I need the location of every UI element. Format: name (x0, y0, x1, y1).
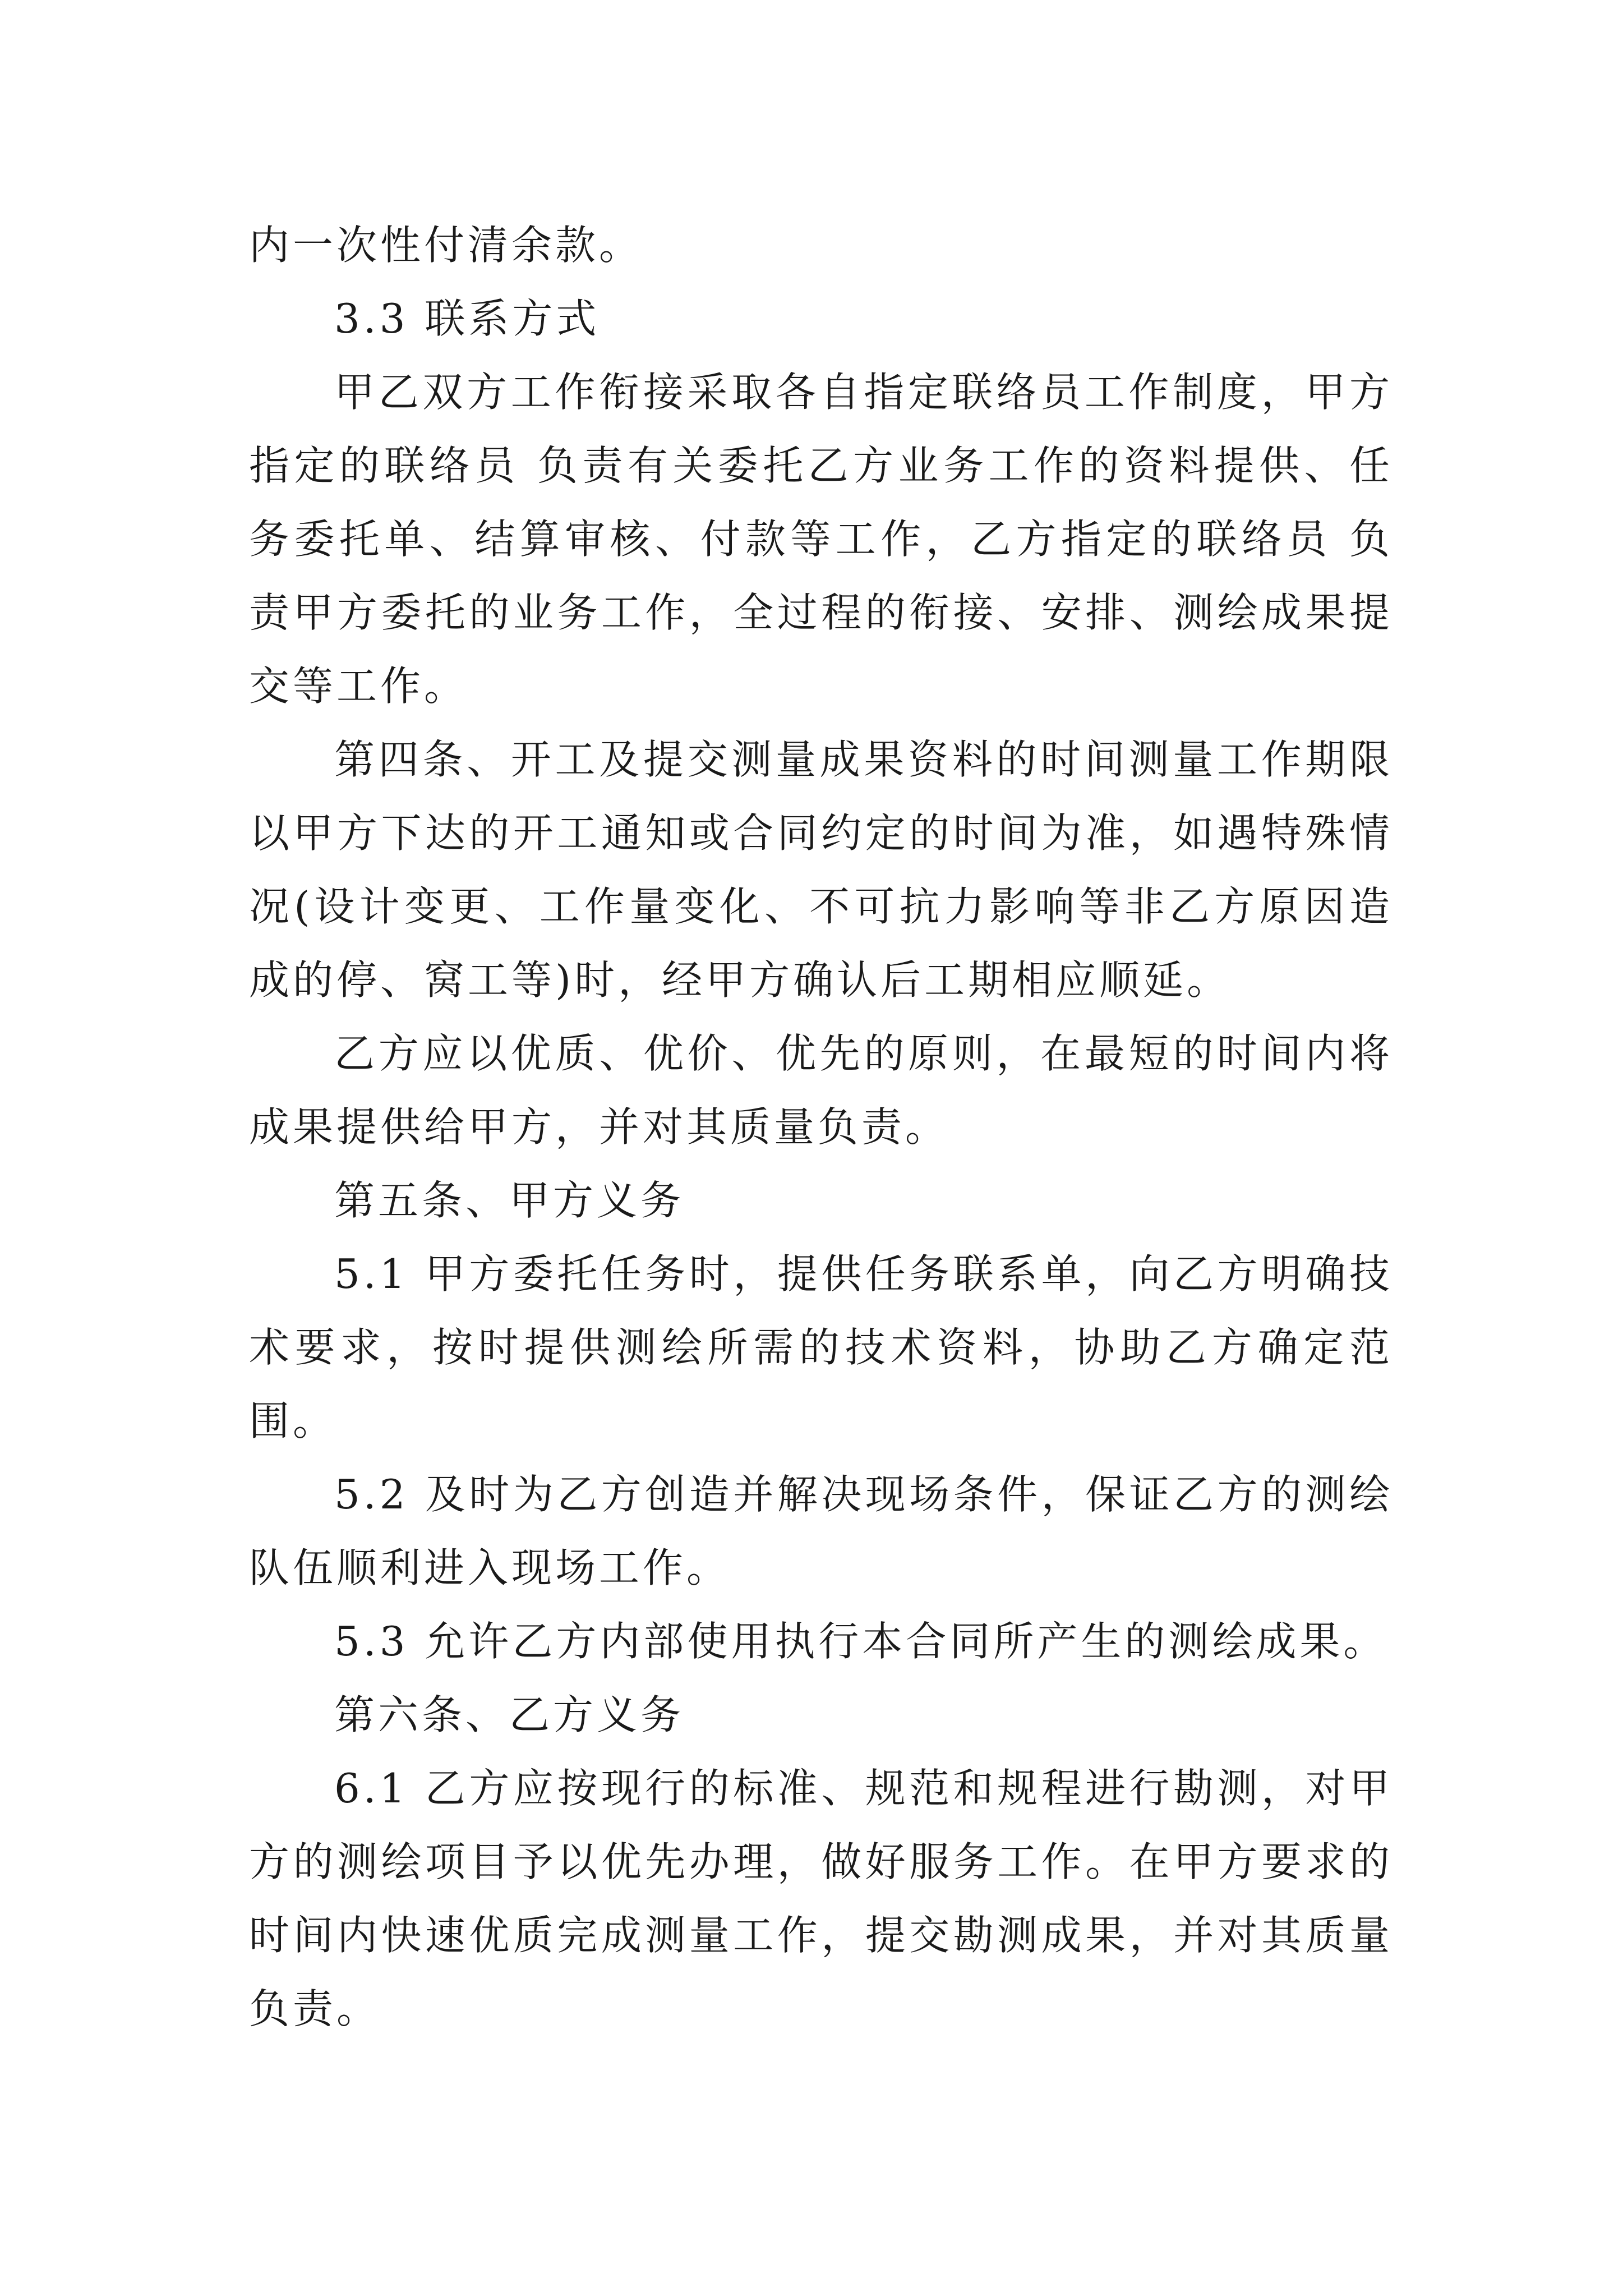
paragraph-article-5-heading: 第五条、甲方义务 (334, 1177, 685, 1224)
paragraph-article-6-heading: 第六条、乙方义务 (334, 1691, 685, 1738)
paragraph-clause-5-3: 5.3 允许乙方内部使用执行本合同所产生的测绘成果。 (334, 1618, 1387, 1665)
paragraph-clause-6-1: 6.1 乙方应按现行的标准、规范和规程进行勘测，对甲方的测绘项目予以优先办理，做好服务工作。在甲方要求的时间内快速优质完成测量工作，提交勘测成果，并对其质量负责。 (249, 1765, 1393, 2032)
paragraph-clause-5-2: 5.2 及时为乙方创造并解决现场条件，保证乙方的测绘队伍顺利进入现场工作。 (249, 1471, 1393, 1591)
paragraph-article-4-quality: 乙方应以优质、优价、优先的原则，在最短的时间内将成果提供给甲方，并对其质量负责。 (249, 1030, 1393, 1151)
paragraph-contact-heading: 3.3 联系方式 (334, 295, 600, 342)
paragraph-contact-details: 甲乙双方工作衔接采取各自指定联络员工作制度，甲方指定的联络员 负责有关委托乙方业务工作的资料提供、任务委托单、结算审核、付款等工作，乙方指定的联络员 负责甲方委托的业务工作，全过程的衔接、安排、测绘成果提交等工作。 (249, 369, 1393, 710)
paragraph-payment-continuation: 内一次性付清余款。 (249, 222, 643, 269)
paragraph-clause-5-1: 5.1 甲方委托任务时，提供任务联系单，向乙方明确技术要求，按时提供测绘所需的技术资料，协助乙方确定范围。 (249, 1250, 1393, 1444)
document-body (249, 209, 1393, 2046)
paragraph-article-4: 第四条、开工及提交测量成果资料的时间测量工作期限以甲方下达的开工通知或合同约定的时间为准，如遇特殊情况(设计变更、工作量变化、不可抗力影响等非乙方原因造成的停、窝工等)时，经甲方确认后工期相应顺延。 (249, 736, 1393, 1004)
